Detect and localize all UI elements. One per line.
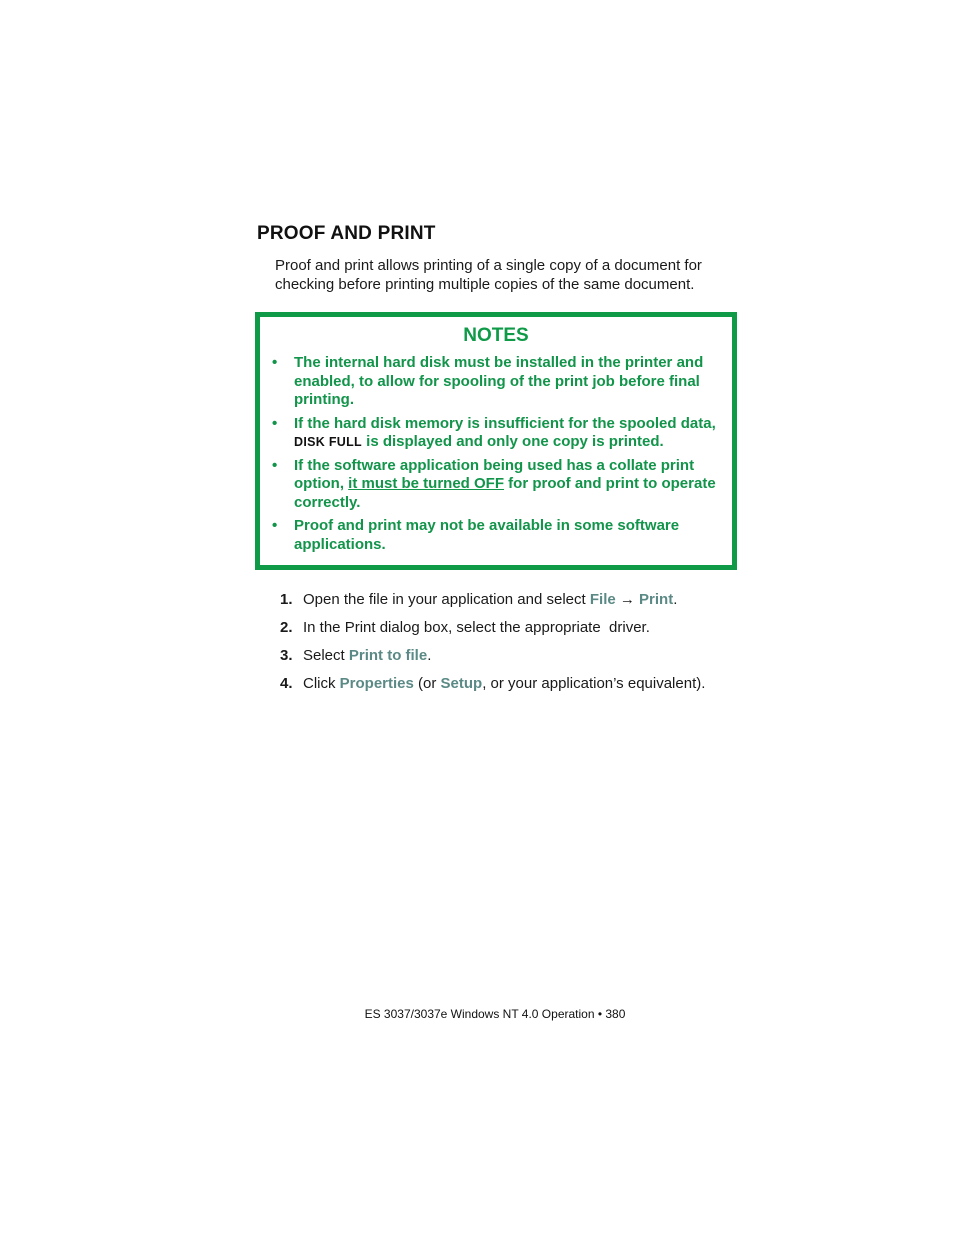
step-item [278, 618, 748, 637]
menu-term-file: File [589, 591, 616, 608]
step-item [278, 646, 748, 665]
step-text-post: . [427, 647, 432, 664]
step-text: In the Print dialog box, select the appropriate driver. [303, 619, 650, 636]
menu-term-print: Print [639, 591, 674, 608]
page-title: PROOF AND PRINT [257, 223, 436, 244]
step-text-pre: Open the file in your application and select [303, 591, 590, 608]
bullet-icon: • [272, 517, 278, 534]
step-number: 2. [280, 619, 293, 636]
note-item [270, 457, 720, 513]
note-item [270, 517, 720, 554]
notes-title: NOTES [463, 325, 529, 346]
step-text-mid: (or [413, 675, 441, 692]
menu-term-properties: Properties [339, 675, 414, 692]
steps-list [278, 590, 748, 702]
bullet-icon: • [272, 354, 278, 371]
note-emphasis: it must be turned OFF [348, 475, 504, 492]
step-text-post: , or your application’s equivalent). [482, 675, 706, 692]
page-footer: ES 3037/3037e Windows NT 4.0 Operation • 380 [364, 1007, 626, 1021]
note-text: Proof and print may not be available in some software applications. [294, 517, 680, 553]
status-message-code: DISK FULL [294, 435, 362, 449]
intro-paragraph: Proof and print allows printing of a single copy of a document for checking before printing multiple copies of the same document. [275, 257, 702, 293]
step-number: 4. [280, 675, 293, 692]
note-item [270, 354, 720, 410]
bullet-icon: • [272, 414, 278, 432]
note-item [270, 415, 720, 452]
note-text-pre: If the hard disk memory is insufficient for the spooled data, [294, 414, 716, 432]
step-number: 1. [280, 591, 293, 608]
step-item [278, 674, 748, 693]
menu-term-setup: Setup [440, 675, 483, 692]
bullet-icon: • [272, 456, 278, 474]
note-text-post: for proof and print to operate correctly. [294, 475, 716, 511]
step-number: 3. [280, 647, 293, 664]
notes-list [270, 354, 720, 559]
step-text-pre: Select [303, 647, 349, 664]
menu-term-print-to-file: Print to file [348, 647, 428, 664]
step-item [278, 590, 748, 609]
note-text-pre: If the software application being used has a collate print option, [294, 456, 695, 492]
step-text-pre: Click [303, 675, 340, 692]
note-text: The internal hard disk must be installed in the printer and enabled, to allow for spooling of the print job before final printing. [294, 354, 704, 408]
step-text-post: . [673, 591, 678, 608]
note-text-post: is displayed and only one copy is printed. [361, 433, 664, 450]
arrow-icon: → [615, 591, 640, 608]
notes-box [255, 312, 737, 570]
